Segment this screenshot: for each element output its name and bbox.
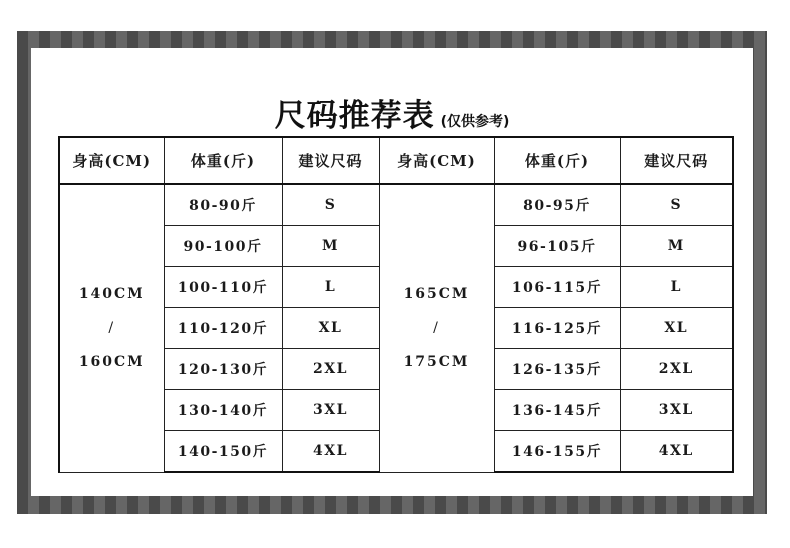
table-header-row bbox=[59, 137, 733, 184]
size-cell: 4XL bbox=[282, 431, 379, 473]
weight-cell: 80-90斤 bbox=[164, 184, 282, 226]
size-chart-panel bbox=[31, 48, 753, 496]
size-cell: 3XL bbox=[620, 390, 733, 431]
weight-cell: 126-135斤 bbox=[494, 349, 620, 390]
size-cell: 2XL bbox=[282, 349, 379, 390]
weight-cell: 90-100斤 bbox=[164, 226, 282, 267]
size-cell: 2XL bbox=[620, 349, 733, 390]
height-to-right: 175CM bbox=[403, 354, 470, 371]
size-cell: 4XL bbox=[620, 431, 733, 473]
header-weight-right: 体重(斤) bbox=[494, 137, 620, 184]
size-cell: M bbox=[282, 226, 379, 267]
size-cell: M bbox=[620, 226, 733, 267]
header-height-left: 身高(CM) bbox=[59, 137, 164, 184]
size-cell: L bbox=[620, 267, 733, 308]
size-cell: L bbox=[282, 267, 379, 308]
gray-striped-frame bbox=[17, 31, 767, 514]
height-separator-right: / bbox=[433, 320, 440, 337]
weight-cell: 80-95斤 bbox=[494, 184, 620, 226]
weight-cell: 96-105斤 bbox=[494, 226, 620, 267]
title-note: (仅供参考) bbox=[440, 114, 510, 130]
header-height-right: 身高(CM) bbox=[379, 137, 494, 184]
table-row bbox=[59, 184, 733, 226]
height-to-left: 160CM bbox=[78, 354, 145, 371]
weight-cell: 136-145斤 bbox=[494, 390, 620, 431]
height-range-right bbox=[379, 184, 494, 472]
weight-cell: 130-140斤 bbox=[164, 390, 282, 431]
weight-cell: 106-115斤 bbox=[494, 267, 620, 308]
size-chart-table bbox=[58, 136, 734, 473]
header-size-right: 建议尺码 bbox=[620, 137, 733, 184]
size-cell: S bbox=[282, 184, 379, 226]
weight-cell: 116-125斤 bbox=[494, 308, 620, 349]
title-row bbox=[31, 90, 753, 135]
height-separator-left: / bbox=[108, 320, 116, 337]
weight-cell: 146-155斤 bbox=[494, 431, 620, 473]
size-cell: XL bbox=[282, 308, 379, 349]
height-range-left bbox=[59, 184, 164, 472]
weight-cell: 110-120斤 bbox=[164, 308, 282, 349]
weight-cell: 120-130斤 bbox=[164, 349, 282, 390]
header-size-left: 建议尺码 bbox=[282, 137, 379, 184]
size-cell: 3XL bbox=[282, 390, 379, 431]
page-title: 尺码推荐表 bbox=[274, 98, 435, 134]
weight-cell: 140-150斤 bbox=[164, 431, 282, 473]
height-from-left: 140CM bbox=[78, 286, 145, 303]
height-from-right: 165CM bbox=[403, 286, 470, 303]
weight-cell: 100-110斤 bbox=[164, 267, 282, 308]
header-weight-left: 体重(斤) bbox=[164, 137, 282, 184]
size-cell: XL bbox=[620, 308, 733, 349]
size-cell: S bbox=[620, 184, 733, 226]
